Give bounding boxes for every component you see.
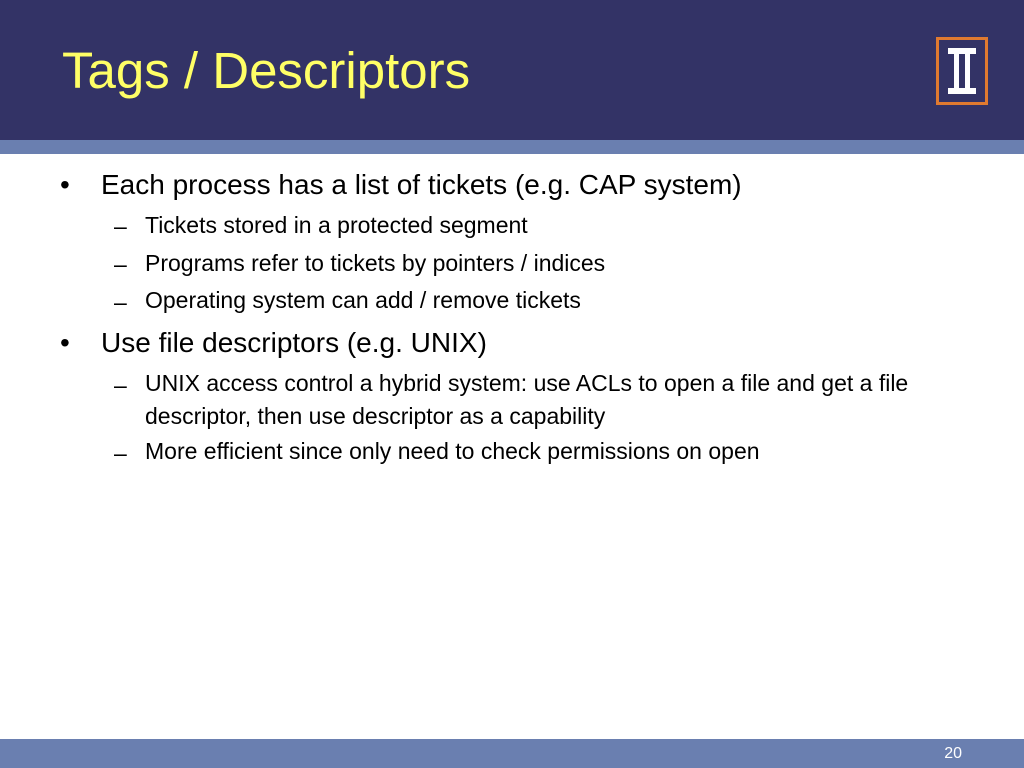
sub-bullet-marker: – [114, 372, 127, 398]
sub-bullet-marker: – [114, 440, 127, 466]
sub-bullet-text: UNIX access control a hybrid system: use ACLs to open a file and get a file descriptor, then use descriptor as a capability [145, 370, 909, 429]
sub-bullet-text: Programs refer to tickets by pointers / indices [145, 250, 606, 276]
header-rule [0, 140, 1024, 154]
sub-bullet-marker: – [114, 213, 127, 239]
bullet-marker: • [60, 327, 70, 358]
sub-bullet-text: Tickets stored in a protected segment [145, 212, 528, 238]
page-number: 20 [944, 745, 962, 762]
sub-bullet-marker: – [114, 251, 127, 277]
slide-header [0, 0, 1024, 140]
sub-bullet-text: Operating system can add / remove tickets [145, 287, 581, 313]
slide-footer [0, 739, 1024, 768]
bullet-marker: • [60, 169, 70, 200]
sub-bullet-text: More efficient since only need to check permissions on open [145, 438, 760, 464]
bullet-text: Use file descriptors (e.g. UNIX) [101, 327, 487, 358]
slide-title: Tags / Descriptors [62, 42, 471, 99]
sub-bullet-marker: – [114, 289, 127, 315]
illinois-block-i-logo-icon [936, 37, 988, 105]
bullet-text: Each process has a list of tickets (e.g. CAP system) [101, 169, 742, 200]
